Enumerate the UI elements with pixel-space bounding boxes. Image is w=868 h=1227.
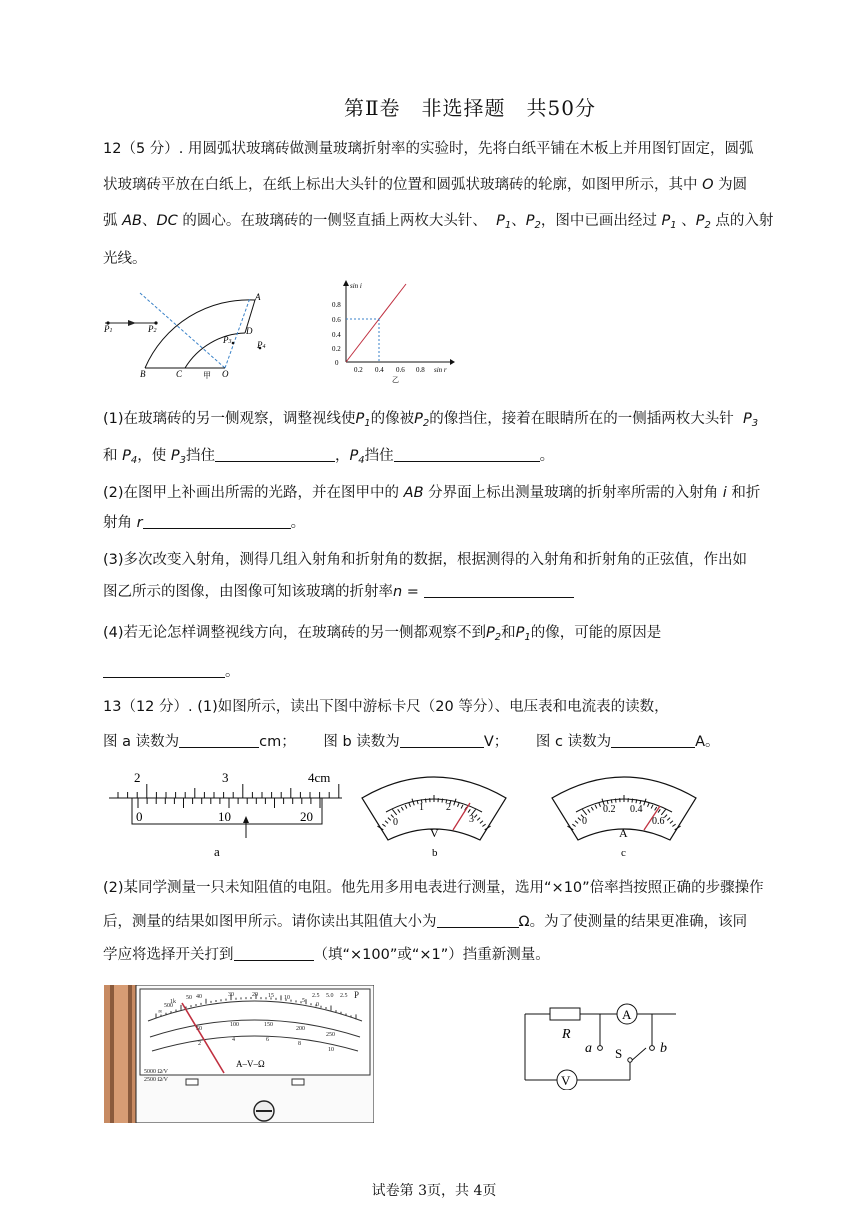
top-right-label: 5.0 [326,993,334,999]
q12-s1-line1: (1)在玻璃砖的另一侧观察，调整视线使$P_1$的像被$P_2$的像挡住，接着在眼睛所在的一侧插两枚大头针 $P_3$ [103,411,759,429]
spec-label: 5000 Ω/V [144,1069,168,1075]
dc-label: 50 [196,1026,202,1032]
blank-reason[interactable] [103,663,225,678]
dc-label: 200 [296,1026,305,1032]
blank-p4[interactable] [394,447,540,462]
pt-p1: P1 [104,324,113,334]
voltmeter-symbol: V [561,1073,571,1088]
amp-tick: 0.4 [630,804,643,815]
scale-tick [615,799,616,803]
xtick: 0.4 [375,366,384,374]
scale-tick [468,809,470,812]
node-a-label: a [585,1041,592,1056]
scale-tick [670,821,673,824]
vernier-label: 10 [218,809,231,824]
origin-label: 0 [335,359,339,367]
volt-tick: 3 [469,814,474,825]
blank-a[interactable] [179,733,259,748]
circuit-figure [510,990,690,1090]
ohm-label: 5 [302,998,305,1004]
dc-label: 150 [264,1022,273,1028]
scale-tick [401,807,403,810]
ytick: 0.6 [332,316,341,324]
scale-tick [582,809,586,814]
pt-p4: P4 [257,340,266,350]
q12-s2-line2: 射角 r 。 [103,515,306,531]
fig-b-label: b [432,847,438,859]
ac-label: 2 [198,1041,201,1047]
multimeter-figure [104,985,374,1123]
vernier-label: 20 [300,809,313,824]
q12-line3: 弧 AB、DC 的圆心。在玻璃砖的一侧竖直插上两枚大头针、 $P_1$、$P_2$，图中已画出经过 $P_1$ 、$P_2$ 点的入射 [103,213,774,231]
volt-tick: 2 [446,802,451,813]
q12-line1: 12（5 分）. 用圆弧状玻璃砖做测量玻璃折射率的实验时，先将白纸平铺在木板上并用图钉固定，圆弧 [103,141,754,157]
dc-label: 100 [230,1022,239,1028]
scale-tick [480,821,483,824]
figure-jia [100,288,290,380]
pt-c: C [176,369,183,379]
scale-tick [655,807,657,810]
scale-tick [572,824,575,826]
xtick: 0.6 [396,366,405,374]
section-title: 第Ⅱ卷 非选择题 共50分 [343,96,597,120]
ammeter-figure [548,770,700,862]
scale-tick [658,809,660,812]
q12-s4-line1: (4)若无论怎样调整视线方向，在玻璃砖的另一侧都观察不到$P_2$和$P_1$的像，可能的原因是 [103,625,662,643]
scale-tick [398,809,400,812]
ohm-label: 50 [186,995,192,1001]
ohm-label: 500 [164,1003,173,1009]
scale-tick [392,809,396,814]
ohm-label: 40 [196,994,202,1000]
scale-tick [664,815,667,818]
blank-r[interactable] [143,514,291,529]
q13-line1: 13（12 分）. (1)如图所示，读出下图中游标卡尺（20 等分）、电压表和电流表的读数， [103,699,669,715]
pt-o: O [222,369,229,379]
amp-unit: A [619,826,628,840]
figure-yi [330,280,460,385]
volt-tick: 1 [419,802,424,813]
xtick: 0.2 [354,366,363,374]
ac-label: 6 [266,1037,269,1043]
blank-p3[interactable] [215,447,335,462]
scale-tick [578,818,581,821]
fig-jia-label: 甲 [203,371,211,380]
scale-tick [382,824,385,826]
page-footer: 试卷第 3页，共 4页 [371,1183,497,1199]
scale-tick [425,799,426,803]
resistor-label: R [562,1027,571,1042]
q12-s1-line2: 和 $P_4$，使 $P_3$挡住 ，$P_4$挡住 。 [103,448,555,466]
pt-a: A [255,292,261,302]
main-label: 4cm [308,770,331,785]
scale-tick [647,803,649,807]
pt-p2: P2 [148,324,157,334]
q12-s4-line2: 。 [103,662,240,682]
scale-tick [599,803,601,807]
top-right-label: 2.5 [312,993,320,999]
q12-s3-line1: (3)多次改变入射角，测得几组入射角和折射角的数据，根据测得的入射角和折射角的正弦值，作出如 [103,552,748,568]
scale-tick [442,799,443,803]
pt-b: B [140,369,146,379]
scale-tick [385,821,388,824]
blank-b[interactable] [400,733,484,748]
scale-tick [477,818,480,821]
q13-p2-line3: 学应将选择开关打到 （填“×100”或“×1”）挡重新测量。 [103,947,550,963]
ytick: 0.4 [332,331,341,339]
pt-p3: P3 [223,335,232,345]
scale-tick [588,809,590,812]
ohm-label: 10 [284,995,290,1001]
voltmeter-figure [358,770,510,862]
volt-unit: V [430,826,439,840]
scale-tick [457,803,459,807]
xtick: 0.8 [416,366,425,374]
top-right-label: 2.5 [340,993,348,999]
spec-label: 2500 Ω/V [144,1077,168,1083]
main-label: 2 [134,770,141,785]
scale-tick [461,805,463,809]
blank-resistance[interactable] [437,913,519,928]
scale-tick [632,799,633,803]
ac-label: 10 [328,1047,334,1053]
node-b-label: b [660,1041,667,1056]
scale-tick [667,818,670,821]
scale-tick [474,815,477,818]
scale-tick [661,809,665,814]
scale-tick [651,805,653,809]
ac-label: 4 [232,1037,235,1043]
ohm-label: 15 [268,993,274,999]
fig-c-label: c [621,847,626,859]
ohm-label: 0 [316,1002,319,1008]
q13-p2-line1: (2)某同学测量一只未知阻值的电阻。他先用多用电表进行测量，选用“×10”倍率挡按照正确的步骤操作 [103,880,764,896]
scale-tick [405,805,407,809]
amp-tick: 0.6 [652,816,665,827]
ohm-label: 20 [252,992,258,998]
blank-n[interactable] [424,583,574,598]
switch-label: S [615,1046,623,1061]
scale-tick [591,807,593,810]
ytick: 0.8 [332,301,341,309]
volt-tick: 0 [393,817,398,828]
dc-label: 250 [326,1032,335,1038]
scale-tick [575,821,578,824]
ammeter-symbol: A [622,1007,632,1022]
fig-a-label: a [214,844,220,859]
ac-label: 8 [298,1041,301,1047]
q12-line2: 状玻璃砖平放在白纸上，在纸上标出大头针的位置和圆弧状玻璃砖的轮廓，如图甲所示，其中 O 为圆 [103,177,748,193]
blank-c[interactable] [611,733,695,748]
main-label: 3 [222,770,229,785]
ylabel: sin i [350,282,362,290]
ytick: 0.2 [332,345,341,353]
top-right-label: P [354,990,360,1000]
scale-tick [409,803,411,807]
scale-tick [482,824,485,826]
scale-tick [388,818,391,821]
q13-p2-line2: 后，测量的结果如图甲所示。请你读出其阻值大小为 Ω。为了使测量的结果更准确，该同 [103,914,748,930]
vernier-label: 0 [136,809,143,824]
ohm-label: 30 [228,992,234,998]
amp-tick: 0.2 [603,804,616,815]
pt-d: D [246,326,253,336]
q12-s3-line2: 图乙所示的图像，由图像可知该玻璃的折射率n = [103,582,574,602]
scale-tick [595,805,597,809]
ohm-label: 1k [170,999,176,1005]
q13-readings: 图 a 读数为 cm； 图 b 读数为 V； 图 c 读数为 A。 [103,734,720,750]
mid-label: A–V–Ω [236,1059,265,1069]
fig-yi-label: 乙 [392,376,399,384]
q12-line4: 光线。 [103,251,147,267]
amp-tick: 0 [582,816,587,827]
xlabel: sin r [434,366,447,374]
blank-range[interactable] [234,946,314,961]
ohm-label: ∞ [158,1009,163,1015]
scale-tick [672,824,675,826]
q12-s2-line1: (2)在图甲上补画出所需的光路，并在图甲中的 AB 分界面上标出测量玻璃的折射率所需的入射角 i 和折 [103,485,761,501]
vernier-caliper-figure [104,768,349,860]
